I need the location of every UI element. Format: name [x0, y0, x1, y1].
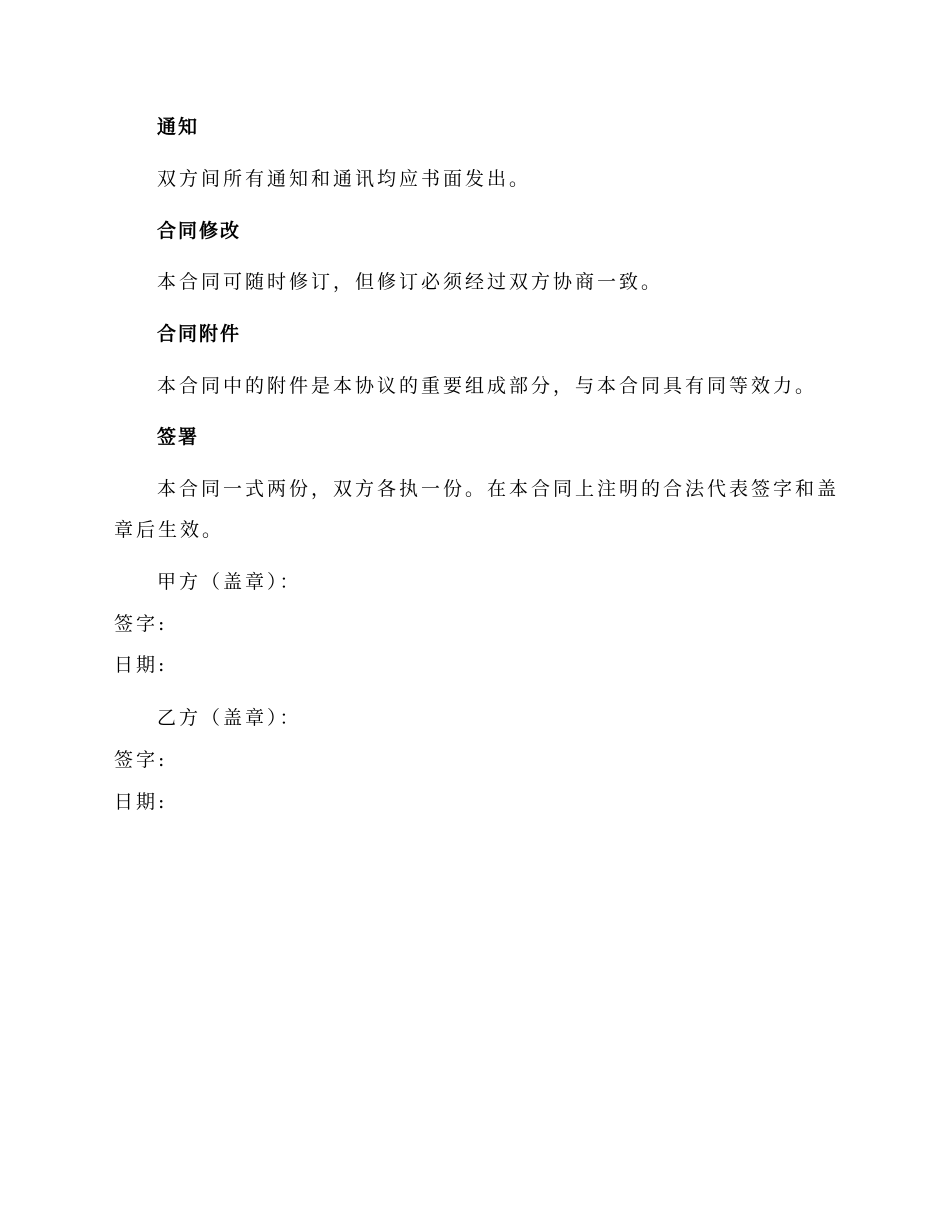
party-b-date: 日期:	[114, 791, 168, 813]
section-heading-signing: 签署	[157, 426, 200, 448]
party-a-signature: 签字:	[114, 613, 168, 635]
section-heading-notice: 通知	[157, 116, 200, 138]
section-body-notice: 双方间所有通知和通讯均应书面发出。	[157, 168, 532, 190]
section-heading-attachments: 合同附件	[157, 323, 242, 345]
section-body-signing-line2: 章后生效。	[114, 519, 225, 541]
section-body-attachments: 本合同中的附件是本协议的重要组成部分，与本合同具有同等效力。	[157, 375, 818, 397]
party-b-label: 乙方（盖章）：	[157, 707, 302, 729]
section-body-amendment: 本合同可随时修订，但修订必须经过双方协商一致。	[157, 271, 664, 293]
party-a-label: 甲方（盖章）：	[157, 571, 302, 593]
section-heading-amendment: 合同修改	[157, 220, 242, 242]
party-b-signature: 签字:	[114, 749, 168, 771]
section-body-signing-line1: 本合同一式两份，双方各执一份。在本合同上注明的合法代表签字和盖	[157, 478, 840, 500]
party-a-date: 日期:	[114, 654, 168, 676]
